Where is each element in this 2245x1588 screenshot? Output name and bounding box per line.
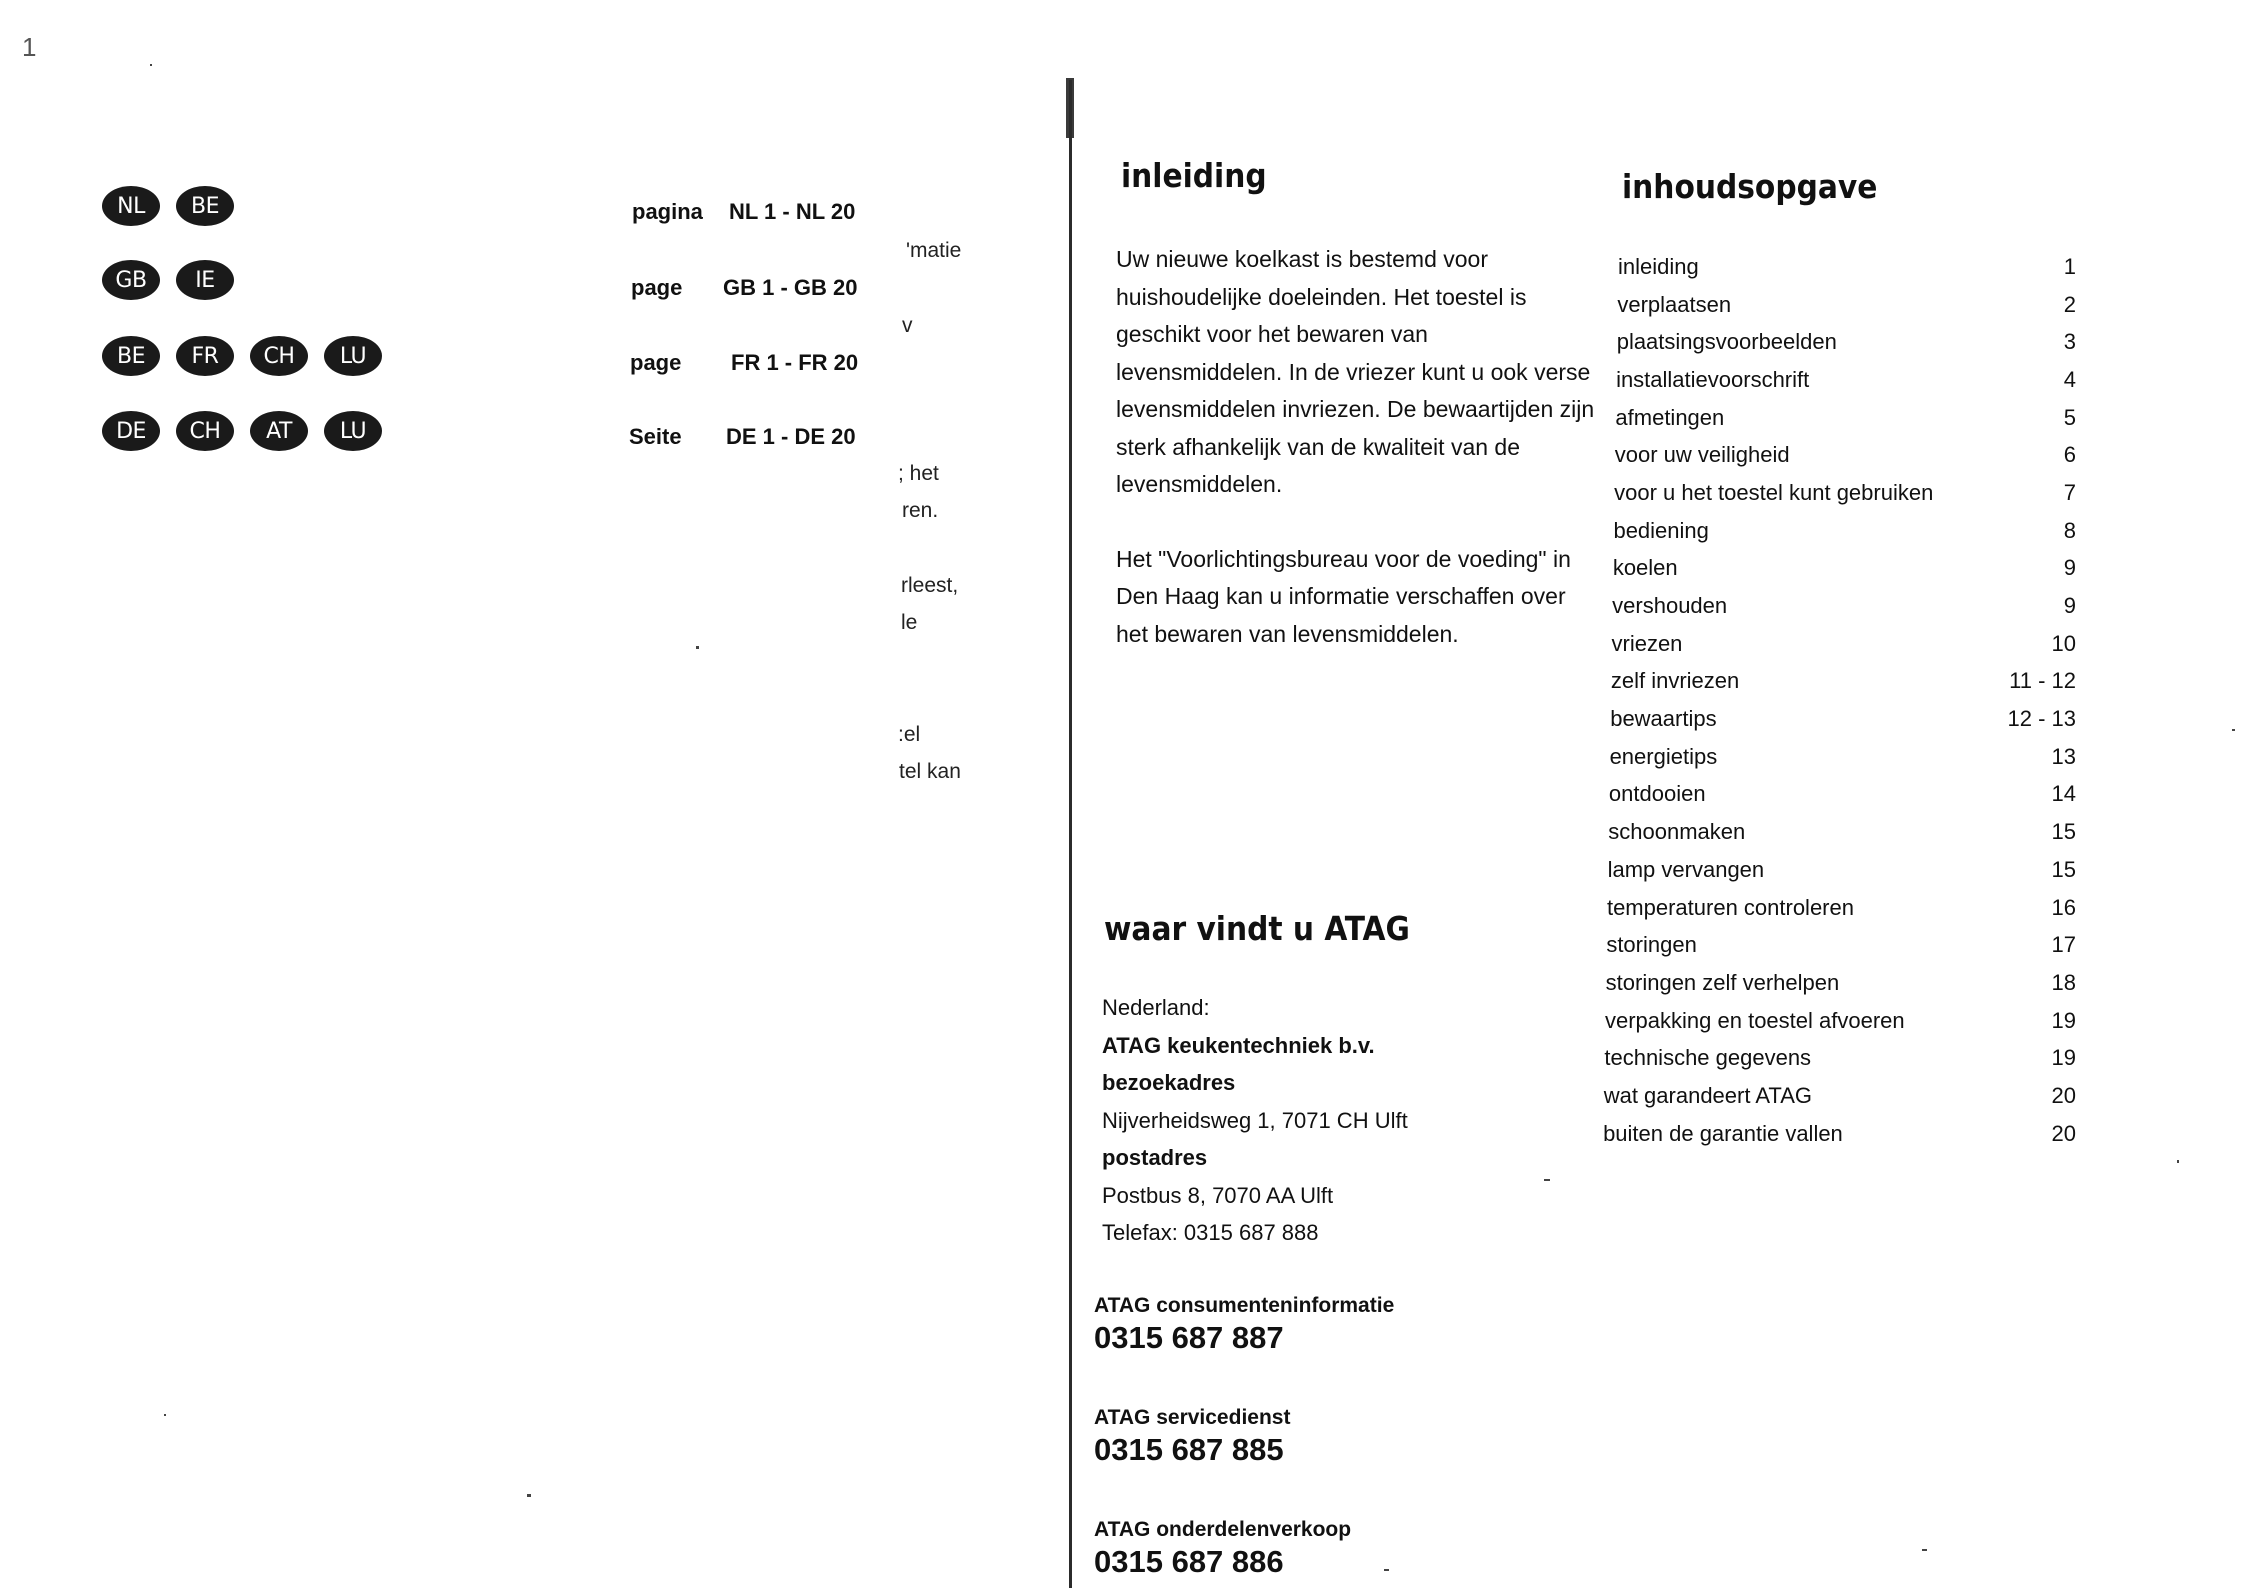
toc-entry xyxy=(1605,1002,2076,1040)
phone-number: 0315 687 885 xyxy=(1094,1432,1284,1467)
toc-entry xyxy=(1612,625,2077,663)
toc-entry-title: storingen zelf verhelpen xyxy=(1605,969,1840,995)
text-fragment: v xyxy=(902,314,913,337)
toc-heading: inhoudsopgave xyxy=(1622,167,1878,206)
toc-entry-title: lamp vervangen xyxy=(1607,856,1765,882)
toc-entry-title: bewaartips xyxy=(1610,706,1717,732)
toc-entry-title: voor uw veiligheid xyxy=(1614,442,1790,468)
page-range: DE 1 - DE 20 xyxy=(726,424,856,449)
visit-address-label: bezoekadres xyxy=(1102,1070,1236,1095)
scan-speck xyxy=(2232,729,2235,731)
scan-speck xyxy=(150,64,152,66)
company-name: ATAG keukentechniek b.v. xyxy=(1102,1032,1375,1058)
page-label: page xyxy=(631,275,683,300)
toc-entry xyxy=(1610,738,2076,776)
toc-entry-title: zelf invriezen xyxy=(1610,668,1740,694)
toc-entry xyxy=(1604,1039,2076,1077)
page-range: NL 1 - NL 20 xyxy=(729,199,856,224)
language-row-nl xyxy=(102,184,234,228)
toc-entry-page: 9 xyxy=(2063,593,2076,619)
toc-entry-title: verpakking en toestel afvoeren xyxy=(1605,1007,1905,1033)
scan-speck xyxy=(1544,1179,1550,1181)
country-badge: FR xyxy=(176,336,234,376)
address-block xyxy=(1102,989,1408,1252)
toc-entry-title: inleiding xyxy=(1618,253,1699,279)
toc-entry-title: bediening xyxy=(1613,517,1709,543)
toc-entry xyxy=(1614,474,2076,512)
corner-mark: 1 xyxy=(22,32,37,62)
page-label: Seite xyxy=(629,424,682,449)
toc-entry xyxy=(1618,248,2076,286)
intro-paragraph: Uw nieuwe koelkast is bestemd voor huishoudelijke doeleinden. Het toestel is geschikt voor het bewaren van levensmiddelen. In de vriezer kunt u ook verse levensmiddelen invriezen. De bewaartijden zijn sterk afhankelijk van de kwaliteit van de levensmiddelen. xyxy=(1116,246,1595,497)
toc-entry xyxy=(1617,323,2076,361)
toc-entry-page: 14 xyxy=(2051,781,2076,807)
text-fragment: rleest, xyxy=(901,574,959,597)
country-badge: AT xyxy=(250,411,308,451)
toc-entry xyxy=(1615,399,2076,437)
phone-number: 0315 687 887 xyxy=(1094,1320,1284,1355)
intro-paragraph: Het "Voorlichtingsbureau voor de voeding" in Den Haag kan u informatie verschaffen over het bewaren van levensmiddelen. xyxy=(1116,545,1571,647)
toc-entry xyxy=(1611,663,2076,701)
scan-speck xyxy=(164,1414,166,1416)
toc-entry-page: 19 xyxy=(2051,1045,2076,1071)
toc-entry-page: 6 xyxy=(2063,442,2076,468)
country-badge: LU xyxy=(324,336,382,376)
toc-entry-title: voor u het toestel kunt gebruiken xyxy=(1614,479,1934,505)
toc-entry xyxy=(1606,964,2076,1002)
country-badge: BE xyxy=(176,186,234,226)
page-label: pagina xyxy=(632,199,703,224)
toc-entry xyxy=(1608,851,2076,889)
scan-speck xyxy=(696,646,699,649)
scan-speck xyxy=(527,1494,531,1497)
contact-consumer-info xyxy=(1094,1294,1394,1356)
toc-entry-page: 12 - 13 xyxy=(2007,706,2076,732)
phone-number: 0315 687 886 xyxy=(1094,1544,1284,1579)
toc-entry-title: afmetingen xyxy=(1615,404,1725,430)
toc-entry xyxy=(1616,361,2076,399)
country-badge: LU xyxy=(324,411,382,451)
country-badge: CH xyxy=(250,336,308,376)
page-range: GB 1 - GB 20 xyxy=(723,275,858,300)
toc-entry-page: 4 xyxy=(2063,366,2076,392)
toc-entry-page: 1 xyxy=(2063,253,2076,279)
contact-label: ATAG onderdelenverkoop xyxy=(1094,1518,1352,1541)
country: Nederland: xyxy=(1102,995,1210,1020)
scan-speck xyxy=(1384,1569,1389,1571)
toc-entry-page: 9 xyxy=(2063,555,2076,581)
contact-label: ATAG servicedienst xyxy=(1094,1406,1291,1429)
toc-entry-page: 19 xyxy=(2051,1007,2076,1033)
page-binding-line xyxy=(1069,80,1072,1588)
toc-entry-page: 17 xyxy=(2051,932,2076,958)
table-of-contents xyxy=(1603,248,2076,1153)
contact-parts-sales xyxy=(1094,1518,1351,1580)
text-fragment: le xyxy=(901,611,918,634)
toc-entry-title: verplaatsen xyxy=(1617,291,1732,317)
toc-entry-title: ontdooien xyxy=(1608,781,1706,807)
toc-entry xyxy=(1615,436,2076,474)
country-badge: CH xyxy=(176,411,234,451)
language-row-gb xyxy=(102,258,234,302)
toc-entry-title: energietips xyxy=(1609,743,1718,769)
toc-entry-title: temperaturen controleren xyxy=(1606,894,1854,920)
intro-text xyxy=(1116,241,1596,653)
toc-entry-title: vriezen xyxy=(1611,630,1683,656)
toc-entry-title: technische gegevens xyxy=(1604,1045,1812,1071)
fax-number: Telefax: 0315 687 888 xyxy=(1102,1220,1319,1245)
visit-address: Nijverheidsweg 1, 7071 CH Ulft xyxy=(1102,1107,1408,1133)
toc-entry-page: 5 xyxy=(2063,404,2076,430)
toc-entry xyxy=(1603,1115,2076,1153)
toc-entry xyxy=(1608,813,2076,851)
text-fragment: :el xyxy=(898,723,921,746)
postal-address-label: postadres xyxy=(1102,1145,1208,1170)
language-row-de xyxy=(102,409,382,453)
scan-speck xyxy=(2177,1160,2179,1163)
language-row-fr xyxy=(102,334,382,378)
toc-entry xyxy=(1607,889,2076,927)
toc-entry xyxy=(1610,700,2076,738)
postal-address: Postbus 8, 7070 AA Ulft xyxy=(1102,1182,1334,1208)
toc-entry xyxy=(1612,587,2076,625)
toc-entry-page: 7 xyxy=(2063,479,2076,505)
country-badge: BE xyxy=(102,336,160,376)
toc-entry-page: 16 xyxy=(2051,894,2076,920)
country-badge: IE xyxy=(176,260,234,300)
toc-entry xyxy=(1613,512,2076,550)
toc-entry-page: 2 xyxy=(2063,291,2076,317)
text-fragment: ren. xyxy=(902,499,939,522)
contact-heading: waar vindt u ATAG xyxy=(1104,909,1410,948)
toc-entry-title: plaatsingsvoorbeelden xyxy=(1616,329,1837,355)
intro-heading: inleiding xyxy=(1121,156,1267,195)
toc-entry-title: installatievoorschrift xyxy=(1616,366,1810,392)
toc-entry-page: 18 xyxy=(2051,969,2076,995)
toc-entry-page: 11 - 12 xyxy=(2009,668,2076,694)
toc-entry-page: 15 xyxy=(2051,819,2076,845)
toc-entry-title: buiten de garantie vallen xyxy=(1603,1120,1843,1146)
page-range: FR 1 - FR 20 xyxy=(731,350,859,375)
toc-entry-title: vershouden xyxy=(1612,593,1728,619)
page-label: page xyxy=(630,350,682,375)
toc-entry xyxy=(1609,776,2076,814)
toc-entry-page: 20 xyxy=(2051,1082,2076,1108)
toc-entry-title: schoonmaken xyxy=(1608,819,1746,845)
toc-entry-page: 13 xyxy=(2051,743,2076,769)
text-fragment: 'matie xyxy=(906,239,962,262)
toc-entry xyxy=(1604,1077,2076,1115)
text-fragment: tel kan xyxy=(899,760,961,783)
country-badge: DE xyxy=(102,411,160,451)
contact-label: ATAG consumenteninformatie xyxy=(1094,1294,1395,1317)
toc-entry-page: 8 xyxy=(2063,517,2076,543)
text-fragment: ; het xyxy=(898,462,939,485)
toc-entry-page: 20 xyxy=(2051,1120,2076,1146)
toc-entry-page: 3 xyxy=(2063,329,2076,355)
scan-speck xyxy=(1922,1549,1927,1551)
country-badge: NL xyxy=(102,186,160,226)
toc-entry-page: 10 xyxy=(2051,630,2076,656)
toc-entry-title: koelen xyxy=(1612,555,1678,581)
toc-entry xyxy=(1606,926,2076,964)
contact-service xyxy=(1094,1406,1290,1468)
toc-entry-page: 15 xyxy=(2051,856,2076,882)
toc-entry-title: storingen xyxy=(1606,932,1697,958)
toc-entry-title: wat garandeert ATAG xyxy=(1603,1082,1812,1108)
country-badge: GB xyxy=(102,260,160,300)
toc-entry xyxy=(1617,286,2076,324)
toc-entry xyxy=(1613,550,2076,588)
